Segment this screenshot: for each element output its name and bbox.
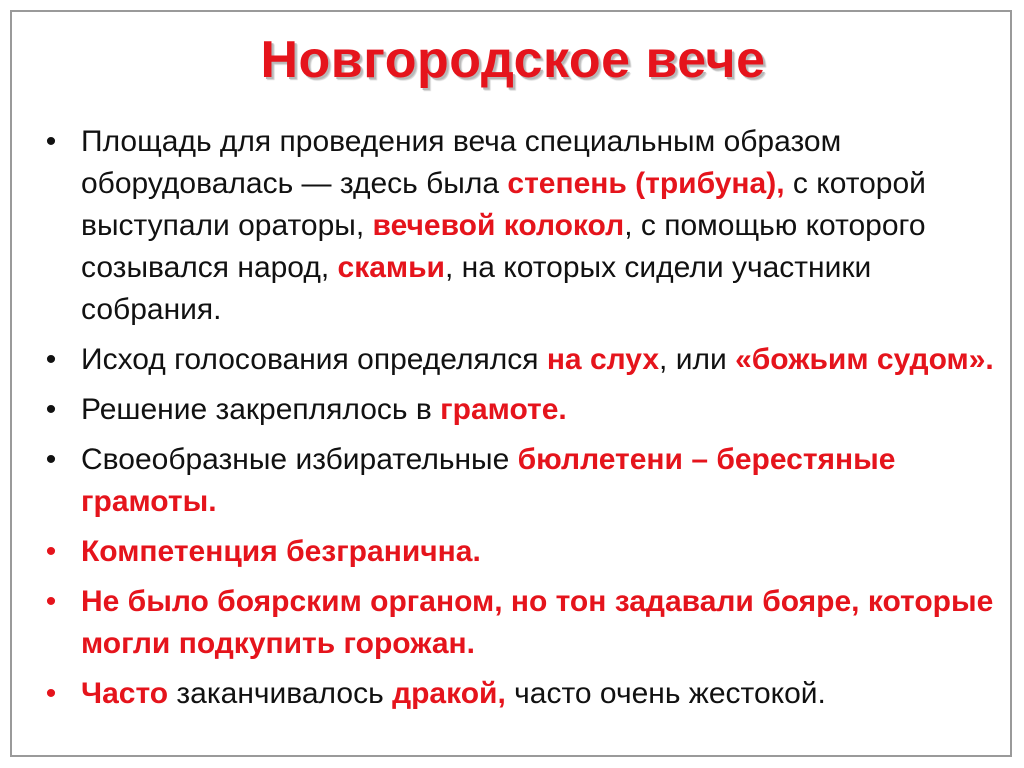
list-item bbox=[32, 673, 1002, 715]
slide-title: Новгородское вече bbox=[260, 31, 766, 89]
bullet-icon: • bbox=[45, 343, 57, 376]
highlighted-text-run: скамьи bbox=[337, 251, 445, 284]
item-text bbox=[81, 393, 567, 426]
highlighted-text-run: вечевой колокол bbox=[372, 209, 625, 242]
slide-frame bbox=[10, 10, 1012, 757]
list-item bbox=[32, 439, 1002, 523]
highlighted-text-run: степень (трибуна), bbox=[507, 167, 785, 200]
text-run: Своеобразные избирательные bbox=[81, 443, 518, 476]
text-run: , или bbox=[659, 343, 736, 376]
bullet-icon: • bbox=[45, 585, 57, 618]
highlighted-text-run: дракой, bbox=[392, 677, 506, 710]
text-run: с которой выступали ораторы, bbox=[81, 167, 926, 242]
highlighted-text-run: Не было боярским органом, но тон задавали бояре, которые могли подкупить горожан. bbox=[81, 585, 994, 660]
highlighted-text-run: на слух bbox=[546, 343, 660, 376]
list-item bbox=[32, 121, 1002, 331]
item-text bbox=[81, 585, 993, 660]
text-run: Исход голосования определялся bbox=[81, 343, 547, 376]
item-text bbox=[81, 535, 481, 568]
highlighted-text-run: Компетенция безгранична. bbox=[81, 535, 481, 568]
list-item bbox=[32, 581, 1002, 665]
text-run: часто очень жестокой. bbox=[505, 677, 826, 710]
bullet-icon: • bbox=[45, 125, 57, 158]
list-item bbox=[32, 389, 1002, 431]
item-text bbox=[81, 125, 926, 326]
list-item bbox=[32, 339, 1002, 381]
text-run: Площадь для проведения веча специальным образом оборудовалась — здесь была bbox=[81, 125, 842, 200]
bullet-icon: • bbox=[45, 535, 57, 568]
text-run: , с помощью которого созывался народ, bbox=[81, 209, 926, 284]
bullet-icon: • bbox=[45, 443, 57, 476]
text-run: , на которых сидели участники собрания. bbox=[81, 251, 872, 326]
highlighted-text-run: «божьим судом». bbox=[735, 343, 994, 376]
bullet-icon: • bbox=[45, 677, 57, 710]
bullet-icon: • bbox=[45, 393, 57, 426]
text-run: заканчивалось bbox=[168, 677, 393, 710]
item-text bbox=[81, 443, 895, 518]
highlighted-text-run: бюллетени – берестяные грамоты. bbox=[81, 443, 896, 518]
item-text bbox=[81, 343, 994, 376]
bullet-list bbox=[32, 121, 1002, 723]
item-text bbox=[81, 677, 826, 710]
highlighted-text-run: грамоте. bbox=[440, 393, 567, 426]
highlighted-text-run: Часто bbox=[81, 677, 169, 710]
list-item bbox=[32, 531, 1002, 573]
text-run: Решение закреплялось в bbox=[81, 393, 441, 426]
